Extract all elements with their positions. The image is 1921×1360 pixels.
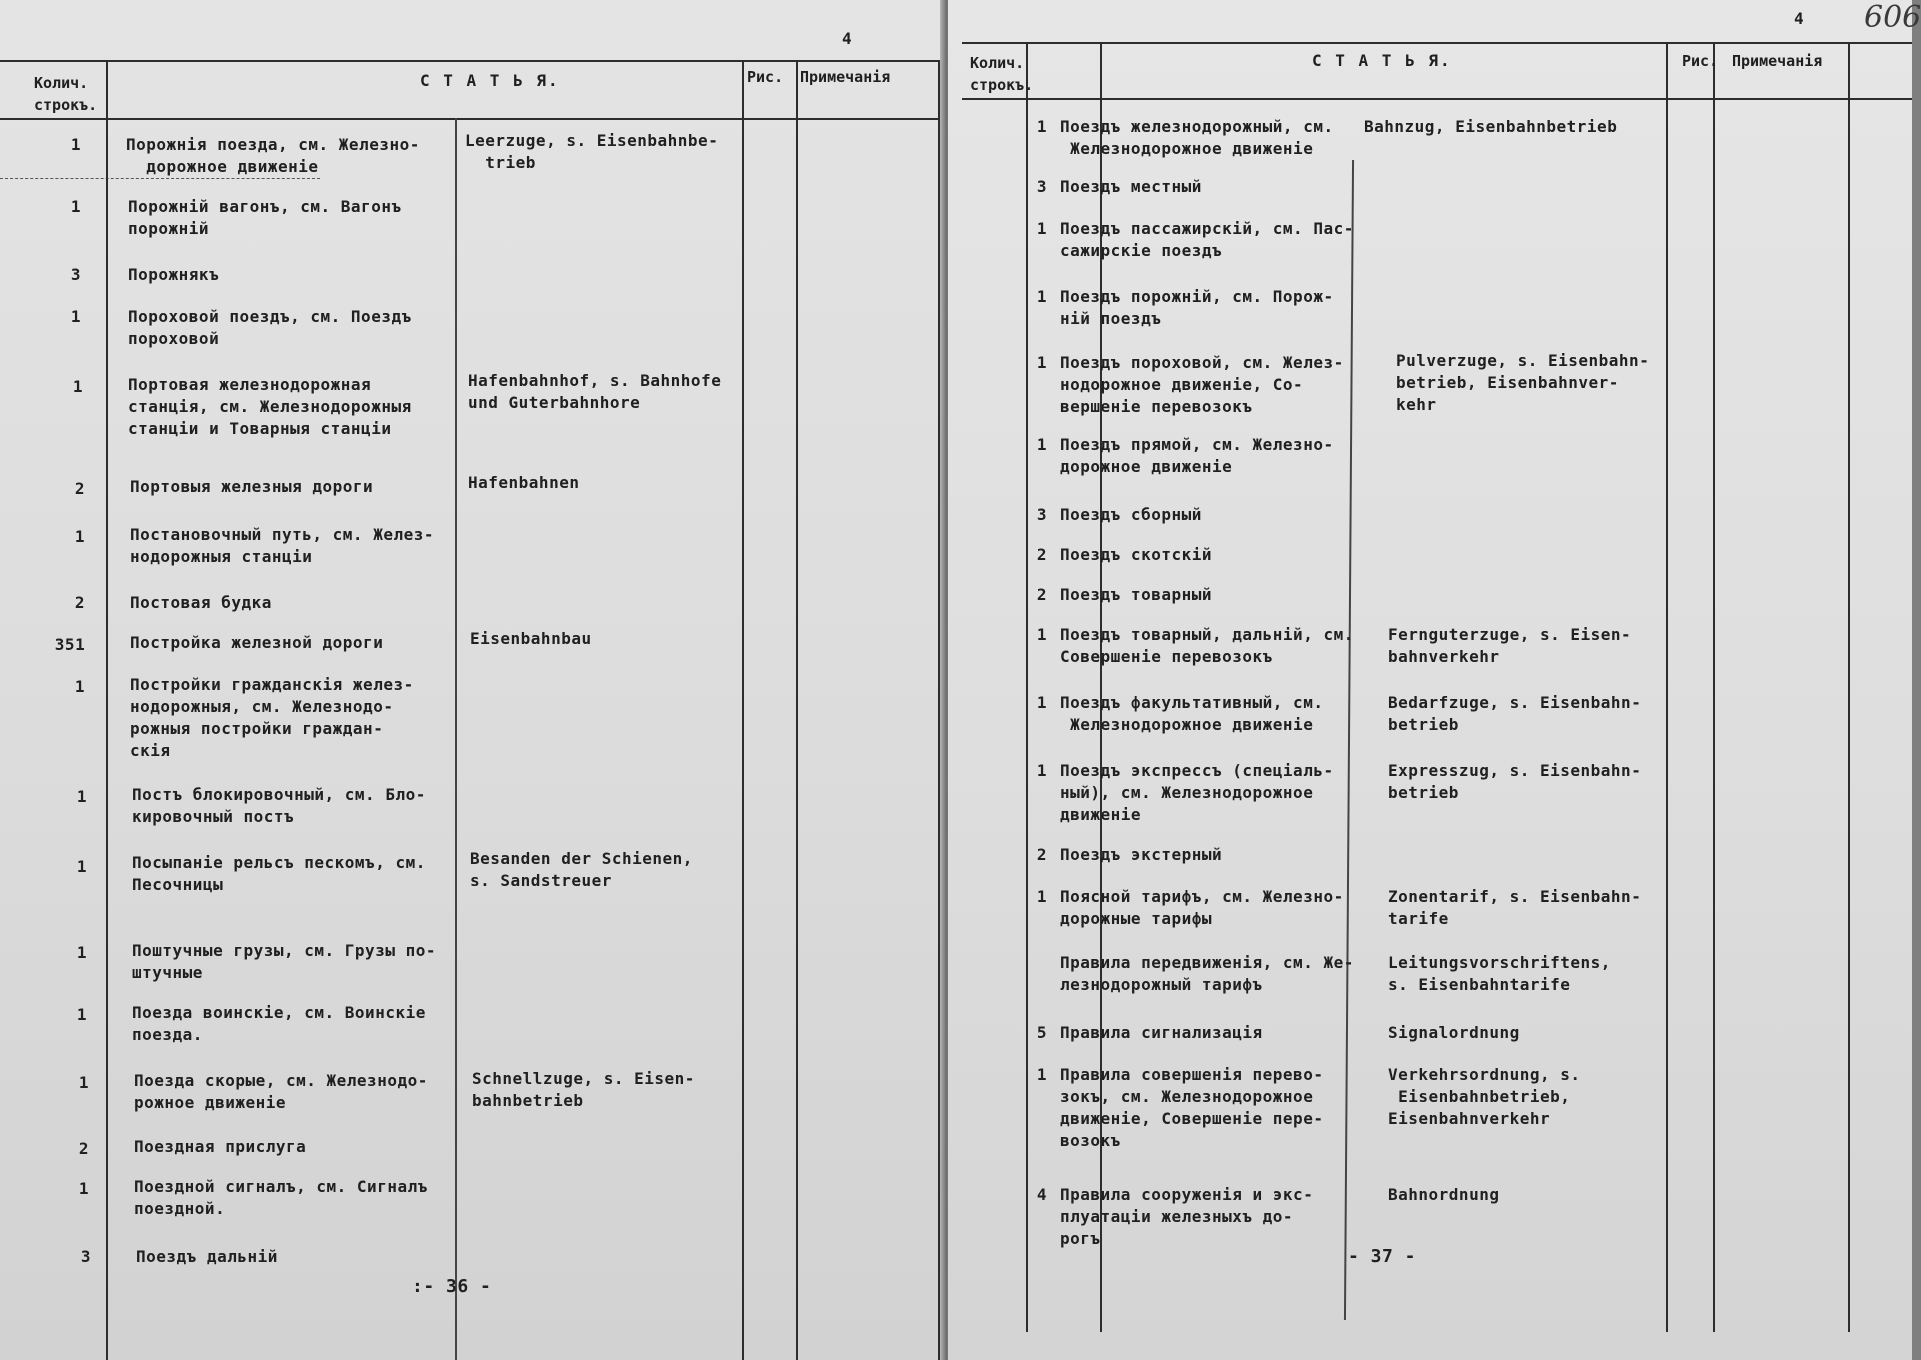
row-german: Hafenbahnhof, s. Bahnhofe und Guterbahnhore — [468, 371, 722, 412]
row-german: Expresszug, s. Eisenbahn- betrieb — [1388, 761, 1642, 802]
row-count: 2 — [74, 593, 86, 612]
figure-column-header: Рис. — [1682, 52, 1719, 70]
column-divider — [455, 118, 457, 1360]
left-page — [0, 0, 947, 1360]
row-german: Verkehrsordnung, s. Eisenbahnbetrieb, Eisenbahnverkehr — [1388, 1065, 1581, 1128]
row-count: 1 — [76, 1005, 88, 1024]
row-term: Поездъ товарный, дальній, см. Совершеніе перевозокъ — [1060, 625, 1354, 666]
row-term: Постройки гражданскія желез- нодорожныя, см. Железнодо- рожныя постройки граждан- скія — [130, 675, 414, 760]
handwritten-page-mark: 606 — [1864, 0, 1921, 35]
row-term: Поезда скорые, см. Железнодо- рожное движеніе — [134, 1071, 428, 1112]
row-count: 1 — [1036, 761, 1048, 780]
row-german: Pulverzuge, s. Eisenbahn- betrieb, Eisenbahnver- kehr — [1396, 351, 1650, 414]
row-german: Leerzuge, s. Eisenbahnbe- trieb — [465, 131, 719, 172]
row-german: Eisenbahnbau — [470, 629, 592, 648]
row-count: 1 — [1036, 287, 1048, 306]
row-term: Поездъ дальній — [136, 1247, 278, 1266]
row-german: Bahnordnung — [1388, 1185, 1500, 1204]
row-count: 1 — [70, 135, 82, 154]
row-term: Поездъ экспрессъ (спеціаль- ный), см. Железнодорожное движеніе — [1060, 761, 1334, 824]
row-term: Посыпаніе рельсъ пескомъ, см. Песочницы — [132, 853, 426, 894]
row-term: Постройка железной дороги — [130, 633, 384, 652]
article-column-header: С Т А Т Ь Я. — [1312, 51, 1452, 70]
row-term: Пороховой поездъ, см. Поездъ пороховой — [128, 307, 412, 348]
figure-column-header: Рис. — [747, 68, 784, 86]
row-term: Поездъ товарный — [1060, 585, 1212, 604]
row-count: 1 — [78, 1179, 90, 1198]
row-count: 2 — [1036, 845, 1048, 864]
header-top-rule — [962, 42, 1912, 44]
row-term: Поясной тарифъ, см. Железно- дорожные тарифы — [1060, 887, 1344, 928]
column-divider — [1344, 160, 1354, 1320]
notes-column-header: Примечанія — [800, 68, 891, 86]
row-term: Правила передвиженія, см. Же- лезнодорожный тарифъ — [1060, 953, 1354, 994]
column-divider — [796, 60, 798, 1360]
row-term: Поезда воинскіе, см. Воинскіе поезда. — [132, 1003, 426, 1044]
row-count: 2 — [78, 1139, 90, 1158]
notes-column-header: Примечанія — [1732, 52, 1823, 70]
row-count: 3 — [70, 265, 82, 284]
row-count: 1 — [1036, 693, 1048, 712]
row-count: 1 — [76, 857, 88, 876]
row-count: 3 — [1036, 505, 1048, 524]
row-term: Поездъ факультативный, см. Железнодорожное движеніе — [1060, 693, 1324, 734]
header-bottom-rule — [0, 118, 944, 120]
row-count: 3 — [1036, 177, 1048, 196]
column-divider — [106, 60, 108, 1360]
column-divider — [1848, 42, 1850, 1332]
column-divider — [742, 60, 744, 1360]
top-page-number: 4 — [1794, 9, 1805, 28]
row-term: Поездной сигналъ, см. Сигналъ поездной. — [134, 1177, 428, 1218]
column-divider — [1713, 42, 1715, 1332]
row-term: Поездъ железнодорожный, см. Железнодорожное движеніе — [1060, 117, 1334, 158]
count-column-header: Колич. строкъ. — [34, 74, 98, 114]
row-term: Постовая будка — [130, 593, 272, 612]
row-count: 351 — [54, 635, 86, 654]
row-german: Signalordnung — [1388, 1023, 1520, 1042]
row-term: Постановочный путь, см. Желез- нодорожныя станціи — [130, 525, 434, 566]
row-count: 1 — [1036, 117, 1048, 136]
row-count: 2 — [74, 479, 86, 498]
row-count: 1 — [1036, 625, 1048, 644]
row-count: 1 — [76, 787, 88, 806]
row-german: Bedarfzuge, s. Eisenbahn- betrieb — [1388, 693, 1642, 734]
row-count: 4 — [1036, 1185, 1048, 1204]
row-count: 3 — [80, 1247, 92, 1266]
page-footer-number: - 37 - — [1348, 1246, 1417, 1267]
column-divider — [1666, 42, 1668, 1332]
row-term: Портовая железнодорожная станція, см. Железнодорожныя станціи и Товарныя станціи — [128, 375, 412, 438]
row-term: Поездъ скотскій — [1060, 545, 1212, 564]
row-german: Besanden der Schienen, s. Sandstreuer — [470, 849, 693, 890]
count-column-header: Колич. строкъ. — [970, 54, 1034, 94]
row-term: Поездная прислуга — [134, 1137, 307, 1156]
row-term: Правила сооруженія и экс- плуатаціи железныхъ до- рогъ — [1060, 1185, 1314, 1248]
row-count: 1 — [70, 197, 82, 216]
row-term: Поездъ пороховой, см. Желез- нодорожное движеніе, Со- вершеніе перевозокъ — [1060, 353, 1344, 416]
row-term: Порожнякъ — [128, 265, 220, 284]
row-count: 5 — [1036, 1023, 1048, 1042]
row-term: Правила сигнализація — [1060, 1023, 1263, 1042]
right-page — [948, 0, 1921, 1360]
row-term: Правила совершенія перево- зокъ, см. Железнодорожное движеніе, Совершеніе пере- возокъ — [1060, 1065, 1324, 1150]
row-german: Zonentarif, s. Eisenbahn- tarife — [1388, 887, 1642, 928]
row-term: Поездъ пассажирскій, см. Пас- сажирскіе поездъ — [1060, 219, 1354, 260]
header-bottom-rule — [962, 98, 1912, 100]
row-count: 1 — [78, 1073, 90, 1092]
row-count: 2 — [1036, 545, 1048, 564]
page-footer-number: :- 36 - — [412, 1276, 492, 1297]
row-term: Поездъ порожній, см. Порож- ній поездъ — [1060, 287, 1334, 328]
row-count: 1 — [1036, 435, 1048, 454]
row-count: 1 — [1036, 219, 1048, 238]
row-count: 1 — [76, 943, 88, 962]
row-german: Leitungsvorschriftens, s. Eisenbahntarife — [1388, 953, 1611, 994]
row-term: Постъ блокировочный, см. Бло- кировочный постъ — [132, 785, 426, 826]
row-german: Fernguterzuge, s. Eisen- bahnverkehr — [1388, 625, 1632, 666]
row-count: 1 — [1036, 353, 1048, 372]
row-term: Поездъ экстерный — [1060, 845, 1223, 864]
row-count: 1 — [1036, 887, 1048, 906]
row-count: 1 — [1036, 1065, 1048, 1084]
row-german: Schnellzuge, s. Eisen- bahnbetrieb — [472, 1069, 695, 1110]
row-term: Поездъ прямой, см. Железно- дорожное движеніе — [1060, 435, 1334, 476]
row-count: 2 — [1036, 585, 1048, 604]
row-term: Порожній вагонъ, см. Вагонъ порожній — [128, 197, 402, 238]
article-column-header: С Т А Т Ь Я. — [420, 71, 560, 90]
row-term: Поштучные грузы, см. Грузы по- штучные — [132, 941, 436, 982]
row-count: 1 — [74, 527, 86, 546]
row-count: 1 — [72, 377, 84, 396]
top-page-number: 4 — [842, 29, 853, 48]
row-term: Портовыя железныя дороги — [130, 477, 374, 496]
row-term: Порожнія поезда, см. Железно- дорожное движеніе — [126, 135, 420, 176]
dashed-rule — [0, 178, 320, 179]
row-term: Поездъ сборный — [1060, 505, 1202, 524]
header-top-rule — [0, 60, 944, 62]
row-term: Поездъ местный — [1060, 177, 1202, 196]
row-german: Bahnzug, Eisenbahnbetrieb — [1364, 117, 1618, 136]
row-count: 1 — [70, 307, 82, 326]
row-german: Hafenbahnen — [468, 473, 580, 492]
row-count: 1 — [74, 677, 86, 696]
